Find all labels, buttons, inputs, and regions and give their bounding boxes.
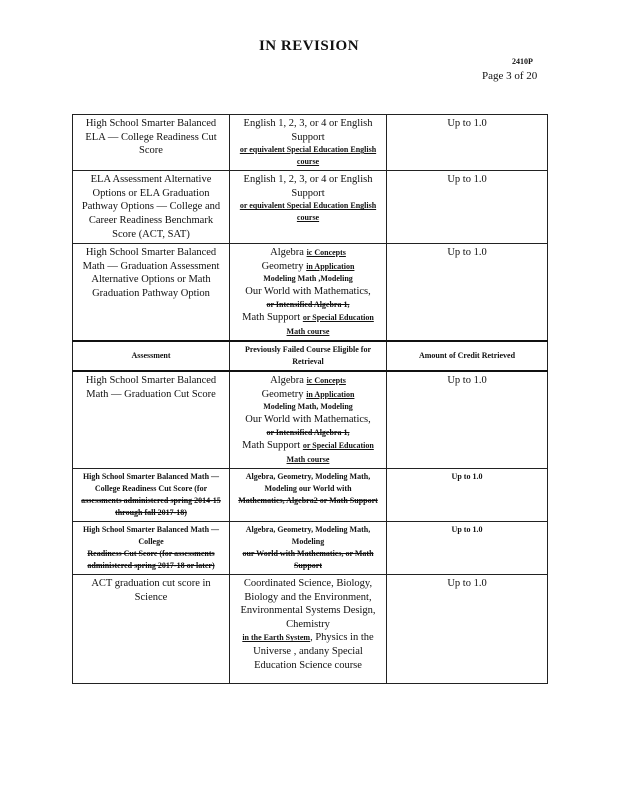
course-text: Modeling Math, Modeling xyxy=(263,402,353,412)
page-number: Page 3 of 20 xyxy=(482,70,538,82)
credit-retrieval-table xyxy=(72,114,548,684)
course-line xyxy=(233,439,383,466)
column-header-credit: Amount of Credit Retrieved xyxy=(387,341,548,371)
course-text: Coordinated Science, Biology, Biology and the Environment, Environmental Systems Design, Chemistry xyxy=(240,578,376,630)
course-line xyxy=(233,260,383,274)
credit-cell xyxy=(387,244,548,341)
course-text: English 1, 2, 3, or 4 or English Support xyxy=(243,118,373,143)
course-text: Algebra, Geometry, Modeling Math, Modeling our World with xyxy=(245,472,371,494)
assessment-cell xyxy=(73,522,230,575)
course-inserted-text: in the Earth System xyxy=(242,633,311,643)
credit-cell xyxy=(387,522,548,575)
document-title: IN REVISION xyxy=(258,38,360,54)
credit-text: Up to 1.0 xyxy=(447,118,487,129)
credit-cell xyxy=(387,115,548,171)
course-deleted-text: or Intensified Algebra 1, xyxy=(266,299,350,309)
credit-cell xyxy=(387,575,548,684)
course-cell xyxy=(230,244,387,341)
assessment-text: High School Smarter Balanced Math — Graduation Assessment Alternative Options or Math Graduation Pathway Option xyxy=(82,247,220,299)
assessment-cell xyxy=(73,469,230,522)
course-text: Algebra xyxy=(270,375,304,387)
course-line xyxy=(233,631,383,672)
course-text: Algebra, Geometry, Modeling Math, Modeling xyxy=(245,525,371,547)
course-cell xyxy=(230,522,387,575)
course-inserted-text: in Application xyxy=(306,261,355,271)
credit-cell xyxy=(387,171,548,244)
assessment-deleted-text: assessments administered spring 2014-15 through fall 2017-18) xyxy=(81,496,221,518)
table-row xyxy=(73,115,548,171)
assessment-deleted-text: Readiness Cut Score (for assessments administered spring 2017-18 or later) xyxy=(87,549,215,571)
course-text: English 1, 2, 3, or 4 or English Support xyxy=(243,174,373,199)
table-row xyxy=(73,171,548,244)
course-text: Math Support xyxy=(242,311,301,323)
course-inserted-text: ic Concepts xyxy=(306,376,346,386)
credit-cell xyxy=(387,371,548,468)
course-text: Our World with Mathematics, xyxy=(245,286,371,298)
credit-text: Up to 1.0 xyxy=(447,375,487,387)
course-deleted-text: or Intensified Algebra 1, xyxy=(266,427,350,437)
table-row xyxy=(73,522,548,575)
course-line xyxy=(233,374,383,388)
course-text: , Physics in the Universe , andany Special Education Science course xyxy=(253,632,374,671)
course-cell xyxy=(230,171,387,244)
assessment-text: High School Smarter Balanced Math — College xyxy=(82,525,220,547)
course-inserted-text: or equivalent Special Education English course xyxy=(239,201,377,223)
credit-text: Up to 1.0 xyxy=(447,174,487,186)
assessment-text: High School Smarter Balanced Math — Graduation Cut Score xyxy=(85,375,217,400)
course-text: Math Support xyxy=(242,439,301,451)
course-cell xyxy=(230,575,387,684)
assessment-cell xyxy=(73,244,230,341)
course-inserted-text: or Special Education Math course xyxy=(286,312,374,336)
assessment-cell xyxy=(73,371,230,468)
table-header-row xyxy=(73,341,548,371)
credit-cell xyxy=(387,469,548,522)
assessment-text: ACT graduation cut score in Science xyxy=(91,578,211,603)
course-deleted-text: our World with Mathematics, or Math Support xyxy=(242,549,374,571)
column-header-assessment: Assessment xyxy=(73,341,230,371)
course-text: Modeling Math ,Modeling xyxy=(263,274,353,284)
course-inserted-text: or Special Education Math course xyxy=(286,440,374,464)
course-line xyxy=(233,388,383,402)
course-text: Geometry xyxy=(261,388,304,400)
course-deleted-text: Mathematics, Algebra2 or Math Support xyxy=(238,496,378,506)
course-inserted-text: ic Concepts xyxy=(306,248,346,258)
column-header-course: Previously Failed Course Eligible for Retrieval xyxy=(230,341,387,371)
document-number: 2410P xyxy=(512,57,533,66)
course-cell xyxy=(230,115,387,171)
assessment-cell xyxy=(73,171,230,244)
course-text: Our World with Mathematics, xyxy=(245,414,371,426)
assessment-cell xyxy=(73,575,230,684)
course-inserted-text: in Application xyxy=(306,389,355,399)
course-inserted-text: or equivalent Special Education English course xyxy=(239,145,377,167)
course-cell xyxy=(230,371,387,468)
credit-text: Up to 1.0 xyxy=(451,472,483,482)
course-cell xyxy=(230,469,387,522)
assessment-cell xyxy=(73,115,230,171)
course-text: Algebra xyxy=(270,247,304,259)
table-row xyxy=(73,575,548,684)
credit-text: Up to 1.0 xyxy=(447,247,487,259)
course-line xyxy=(233,246,383,260)
table-row xyxy=(73,244,548,341)
table-row xyxy=(73,469,548,522)
assessment-text: ELA Assessment Alternative Options or ELA Graduation Pathway Options — College and Career Readiness Benchmark Score (ACT, SAT) xyxy=(81,174,221,240)
credit-text: Up to 1.0 xyxy=(451,525,483,535)
assessment-text: High School Smarter Balanced ELA — College Readiness Cut Score xyxy=(85,118,217,157)
assessment-text: High School Smarter Balanced Math — College Readiness Cut Score (for xyxy=(82,472,220,494)
table-row xyxy=(73,371,548,468)
course-text: Geometry xyxy=(261,260,304,272)
credit-text: Up to 1.0 xyxy=(447,578,487,590)
course-line xyxy=(233,311,383,338)
